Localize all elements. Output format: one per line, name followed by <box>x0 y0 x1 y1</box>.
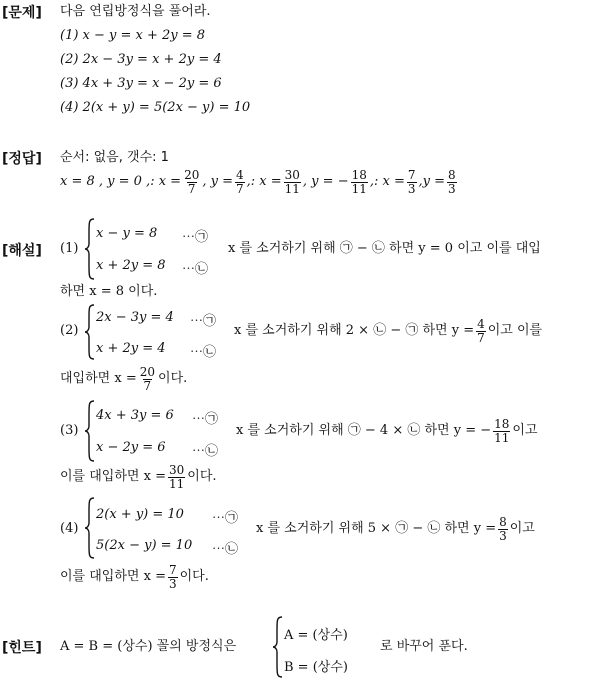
answer-part: ,: x = <box>369 174 405 189</box>
solution-3-continuation <box>60 460 217 494</box>
answer-summary: 순서: 없음, 갯수: 1 <box>60 150 169 165</box>
solution-4-cont-text: 이를 대입하면 x = <box>60 569 166 584</box>
solution-4-marker-2: ⋯㉡ <box>212 542 239 557</box>
solution-3-cont-text-2: 이다. <box>187 469 217 484</box>
answer-fraction: $\frac{7}{3}$ <box>407 167 416 196</box>
left-brace-icon <box>84 497 96 559</box>
answer-part: ,: x = <box>246 174 282 189</box>
solution-3-fraction: $\frac{18}{11}$ <box>494 416 510 445</box>
solution-1-continuation: 하면 x = 8 이다. <box>60 284 158 299</box>
solution-3-cont-fraction: $\frac{30}{11}$ <box>168 462 185 491</box>
solution-4-text: x 를 소거하기 위해 5 × ㉠ − ㉡ 하면 y = <box>256 521 497 536</box>
solution-2-cont-text-2: 이다. <box>158 371 188 386</box>
solution-2-marker-1: ⋯㉠ <box>190 314 217 329</box>
solution-1-marker-2: ⋯㉡ <box>182 262 209 277</box>
solution-3-marker-1: ⋯㉠ <box>192 412 219 427</box>
solution-4-fraction: $\frac{8}{3}$ <box>499 514 507 543</box>
solution-3-line <box>236 414 538 448</box>
solution-1-equation-2: x + 2y = 8 <box>96 258 166 273</box>
solution-1-equation-1: x − y = 8 <box>96 226 158 241</box>
answer-fraction: $\frac{18}{11}$ <box>351 167 367 196</box>
left-brace-icon <box>272 616 284 678</box>
solution-2-equation-1: 2x − 3y = 4 <box>96 310 174 325</box>
solution-4-marker-1: ⋯㉠ <box>212 511 239 526</box>
answer-values <box>60 164 459 200</box>
solution-1-marker-1: ⋯㉠ <box>182 230 209 245</box>
solution-3-cont-text: 이를 대입하면 x = <box>60 469 166 484</box>
solution-4-cont-text-2: 이다. <box>179 569 209 584</box>
solution-label: [해설] <box>2 243 42 259</box>
answer-part: ,y = <box>418 174 446 189</box>
solution-3-marker-2: ⋯㉡ <box>192 444 219 459</box>
problem-item-1: (1) x − y = x + 2y = 8 <box>60 28 206 43</box>
answer-fraction: $\frac{20}{7}$ <box>184 167 200 196</box>
problem-item-4: (4) 2(x + y) = 5(2x − y) = 10 <box>60 100 251 115</box>
solution-2-marker-2: ⋯㉡ <box>190 345 217 360</box>
hint-label: [힌트] <box>2 640 42 656</box>
solution-4-number: (4) <box>60 521 79 536</box>
solution-1-text: x 를 소거하기 위해 ㉠ − ㉡ 하면 y = 0 이고 이를 대입 <box>228 241 541 256</box>
solution-3-text: x 를 소거하기 위해 ㉠ − 4 × ㉡ 하면 y = − <box>236 423 492 438</box>
left-brace-icon <box>84 400 96 462</box>
solution-4-continuation <box>60 560 209 594</box>
solution-3-text-2: 이고 <box>512 423 538 438</box>
solution-4-cont-fraction: $\frac{7}{3}$ <box>168 562 177 591</box>
solution-3-number: (3) <box>60 423 79 438</box>
solution-2-line <box>234 314 542 348</box>
hint-text-2: 로 바꾸어 푼다. <box>380 639 468 654</box>
answer-fraction: $\frac{8}{3}$ <box>448 167 456 196</box>
problem-intro: 다음 연립방정식을 풀어라. <box>60 4 211 19</box>
solution-2-text-2: 이고 이를 <box>487 323 543 338</box>
solution-4-equation-2: 5(2x − y) = 10 <box>96 538 193 553</box>
answer-part: , y = − <box>302 174 349 189</box>
solution-2-fraction: $\frac{4}{7}$ <box>477 316 485 345</box>
solution-2-text: x 를 소거하기 위해 2 × ㉡ − ㉠ 하면 y = <box>234 323 475 338</box>
answer-part: , y = <box>202 174 233 189</box>
solution-2-cont-fraction: $\frac{20}{7}$ <box>139 364 156 393</box>
solution-2-number: (2) <box>60 323 79 338</box>
answer-part: x = 8 , y = 0 ,: x = <box>60 174 182 189</box>
hint-equation-2: B = (상수) <box>284 660 348 675</box>
solution-3-equation-1: 4x + 3y = 6 <box>96 408 174 423</box>
answer-label: [정답] <box>2 151 42 167</box>
solution-4-line <box>256 512 535 546</box>
problem-item-2: (2) 2x − 3y = x + 2y = 4 <box>60 52 222 67</box>
solution-2-equation-2: x + 2y = 4 <box>96 341 166 356</box>
solution-2-cont-text: 대입하면 x = <box>60 371 137 386</box>
left-brace-icon <box>84 218 96 280</box>
solution-2-continuation <box>60 362 187 396</box>
problem-item-3: (3) 4x + 3y = x − 2y = 6 <box>60 76 222 91</box>
answer-fraction: $\frac{30}{11}$ <box>284 167 300 196</box>
problem-label: [문제] <box>2 5 42 21</box>
solution-4-text-2: 이고 <box>509 521 535 536</box>
hint-text: A = B = (상수) 꼴의 방정식은 <box>60 639 237 654</box>
left-brace-icon <box>84 304 96 360</box>
solution-3-equation-2: x − 2y = 6 <box>96 440 166 455</box>
solution-1-number: (1) <box>60 241 79 256</box>
solution-4-equation-1: 2(x + y) = 10 <box>96 507 184 522</box>
hint-equation-1: A = (상수) <box>284 628 348 643</box>
answer-fraction: $\frac{4}{7}$ <box>235 167 244 196</box>
